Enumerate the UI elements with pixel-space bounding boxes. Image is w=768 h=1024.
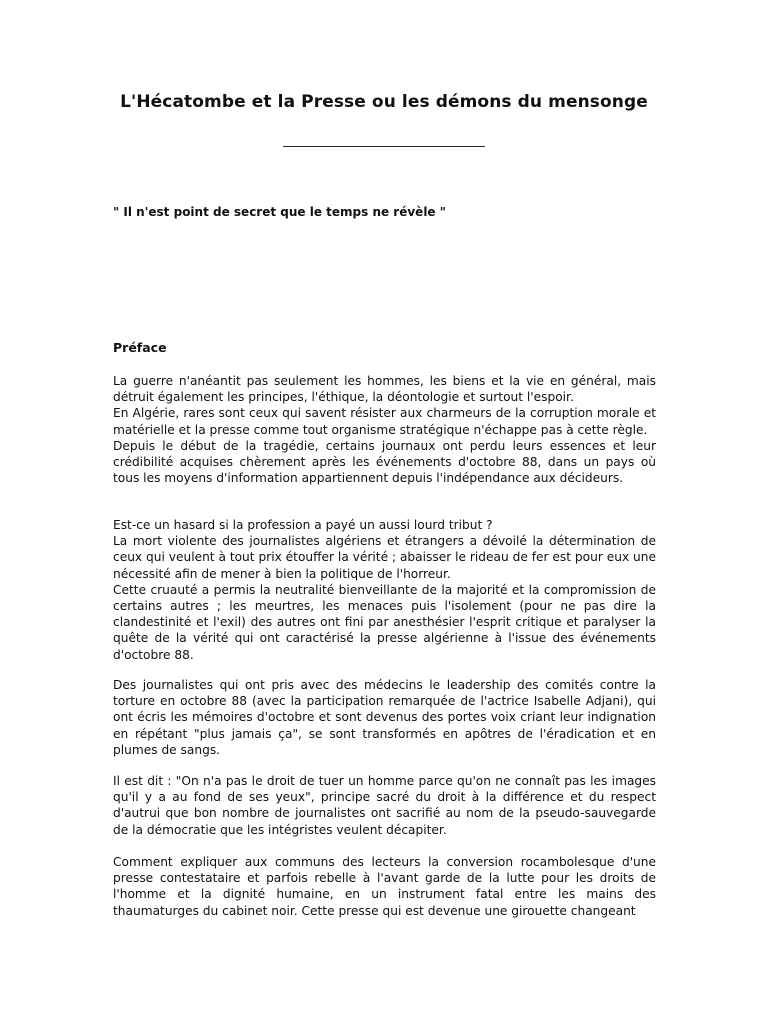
document-title: L'Hécatombe et la Presse ou les démons du mensonge (120, 92, 648, 112)
paragraph-line: Il est dit : "On n'a pas le droit de tuer un homme parce qu'on ne connaît pas les images qu'il y a au fond de ses yeux", principe sacré du droit à la différence et du respect d'autrui que bon nombre de journalistes ont sacrifié au nom de la pseudo-sauvegarde de la démocratie que les intégristes veulent décapiter. (113, 774, 656, 837)
paragraph-5 (113, 854, 656, 919)
paragraph-line: La mort violente des journalistes algériens et étrangers a dévoilé la détermination de ceux qui veulent à tout prix étouffer la vérité ; abaisser le rideau de fer est pour eux une nécessité afin de mener à bien la politique de l'horreur. (113, 534, 656, 581)
epigraph: " Il n'est point de secret que le temps ne révèle " (113, 205, 446, 219)
paragraph-3 (113, 677, 656, 758)
paragraph-line: Est-ce un hasard si la profession a payé un aussi lourd tribut ? (113, 518, 493, 532)
paragraph-4 (113, 773, 656, 838)
paragraph-line: Cette cruauté a permis la neutralité bienveillante de la majorité et la compromission de certains autres ; les meurtres, les menaces puis l'isolement (pour ne pas dire la clandestinité et l'exil) des autres ont fini par anesthésier l'esprit critique et paralyser la quête de la vérité qui ont caractérisé la presse algérienne à l'issue des événements d'octobre 88. (113, 582, 656, 662)
paragraph-line: Depuis le début de la tragédie, certains journaux ont perdu leurs essences et leur crédibilité acquises chèrement après les événements d'octobre 88, dans un pays où tous les moyens d'information appartiennent depuis l'indépendance aux décideurs. (113, 438, 656, 486)
paragraph-line: En Algérie, rares sont ceux qui savent résister aux charmeurs de la corruption morale et matérielle et la presse comme tout organisme stratégique n'échappe pas à cette règle. (113, 406, 656, 437)
paragraph-line: Comment expliquer aux communs des lecteurs la conversion rocambolesque d'une presse contestataire et parfois rebelle à l'avant garde de la lutte pour les droits de l'homme et la dignité humaine, en un instrument fatal entre les mains des thaumaturges du cabinet noir. Cette presse qui est devenue une girouette changeant (113, 855, 656, 918)
paragraph-2 (113, 517, 656, 663)
paragraph-line: Des journalistes qui ont pris avec des médecins le leadership des comités contre la torture en octobre 88 (avec la participation remarquée de l'actrice Isabelle Adjani), qui ont écris les mémoires d'octobre et sont devenus des portes voix criant leur indignation en répétant "plus jamais ça", se sont transformés en apôtres de l'éradication et en plumes de sangs. (113, 678, 656, 757)
title-underline-rule: _______________________________ (283, 133, 485, 148)
paragraph-line: La guerre n'anéantit pas seulement les hommes, les biens et la vie en général, mais détruit également les principes, l'éthique, la déontologie et surtout l'espoir. (113, 374, 656, 405)
paragraph-1 (113, 373, 656, 486)
section-heading-preface: Préface (113, 340, 167, 355)
